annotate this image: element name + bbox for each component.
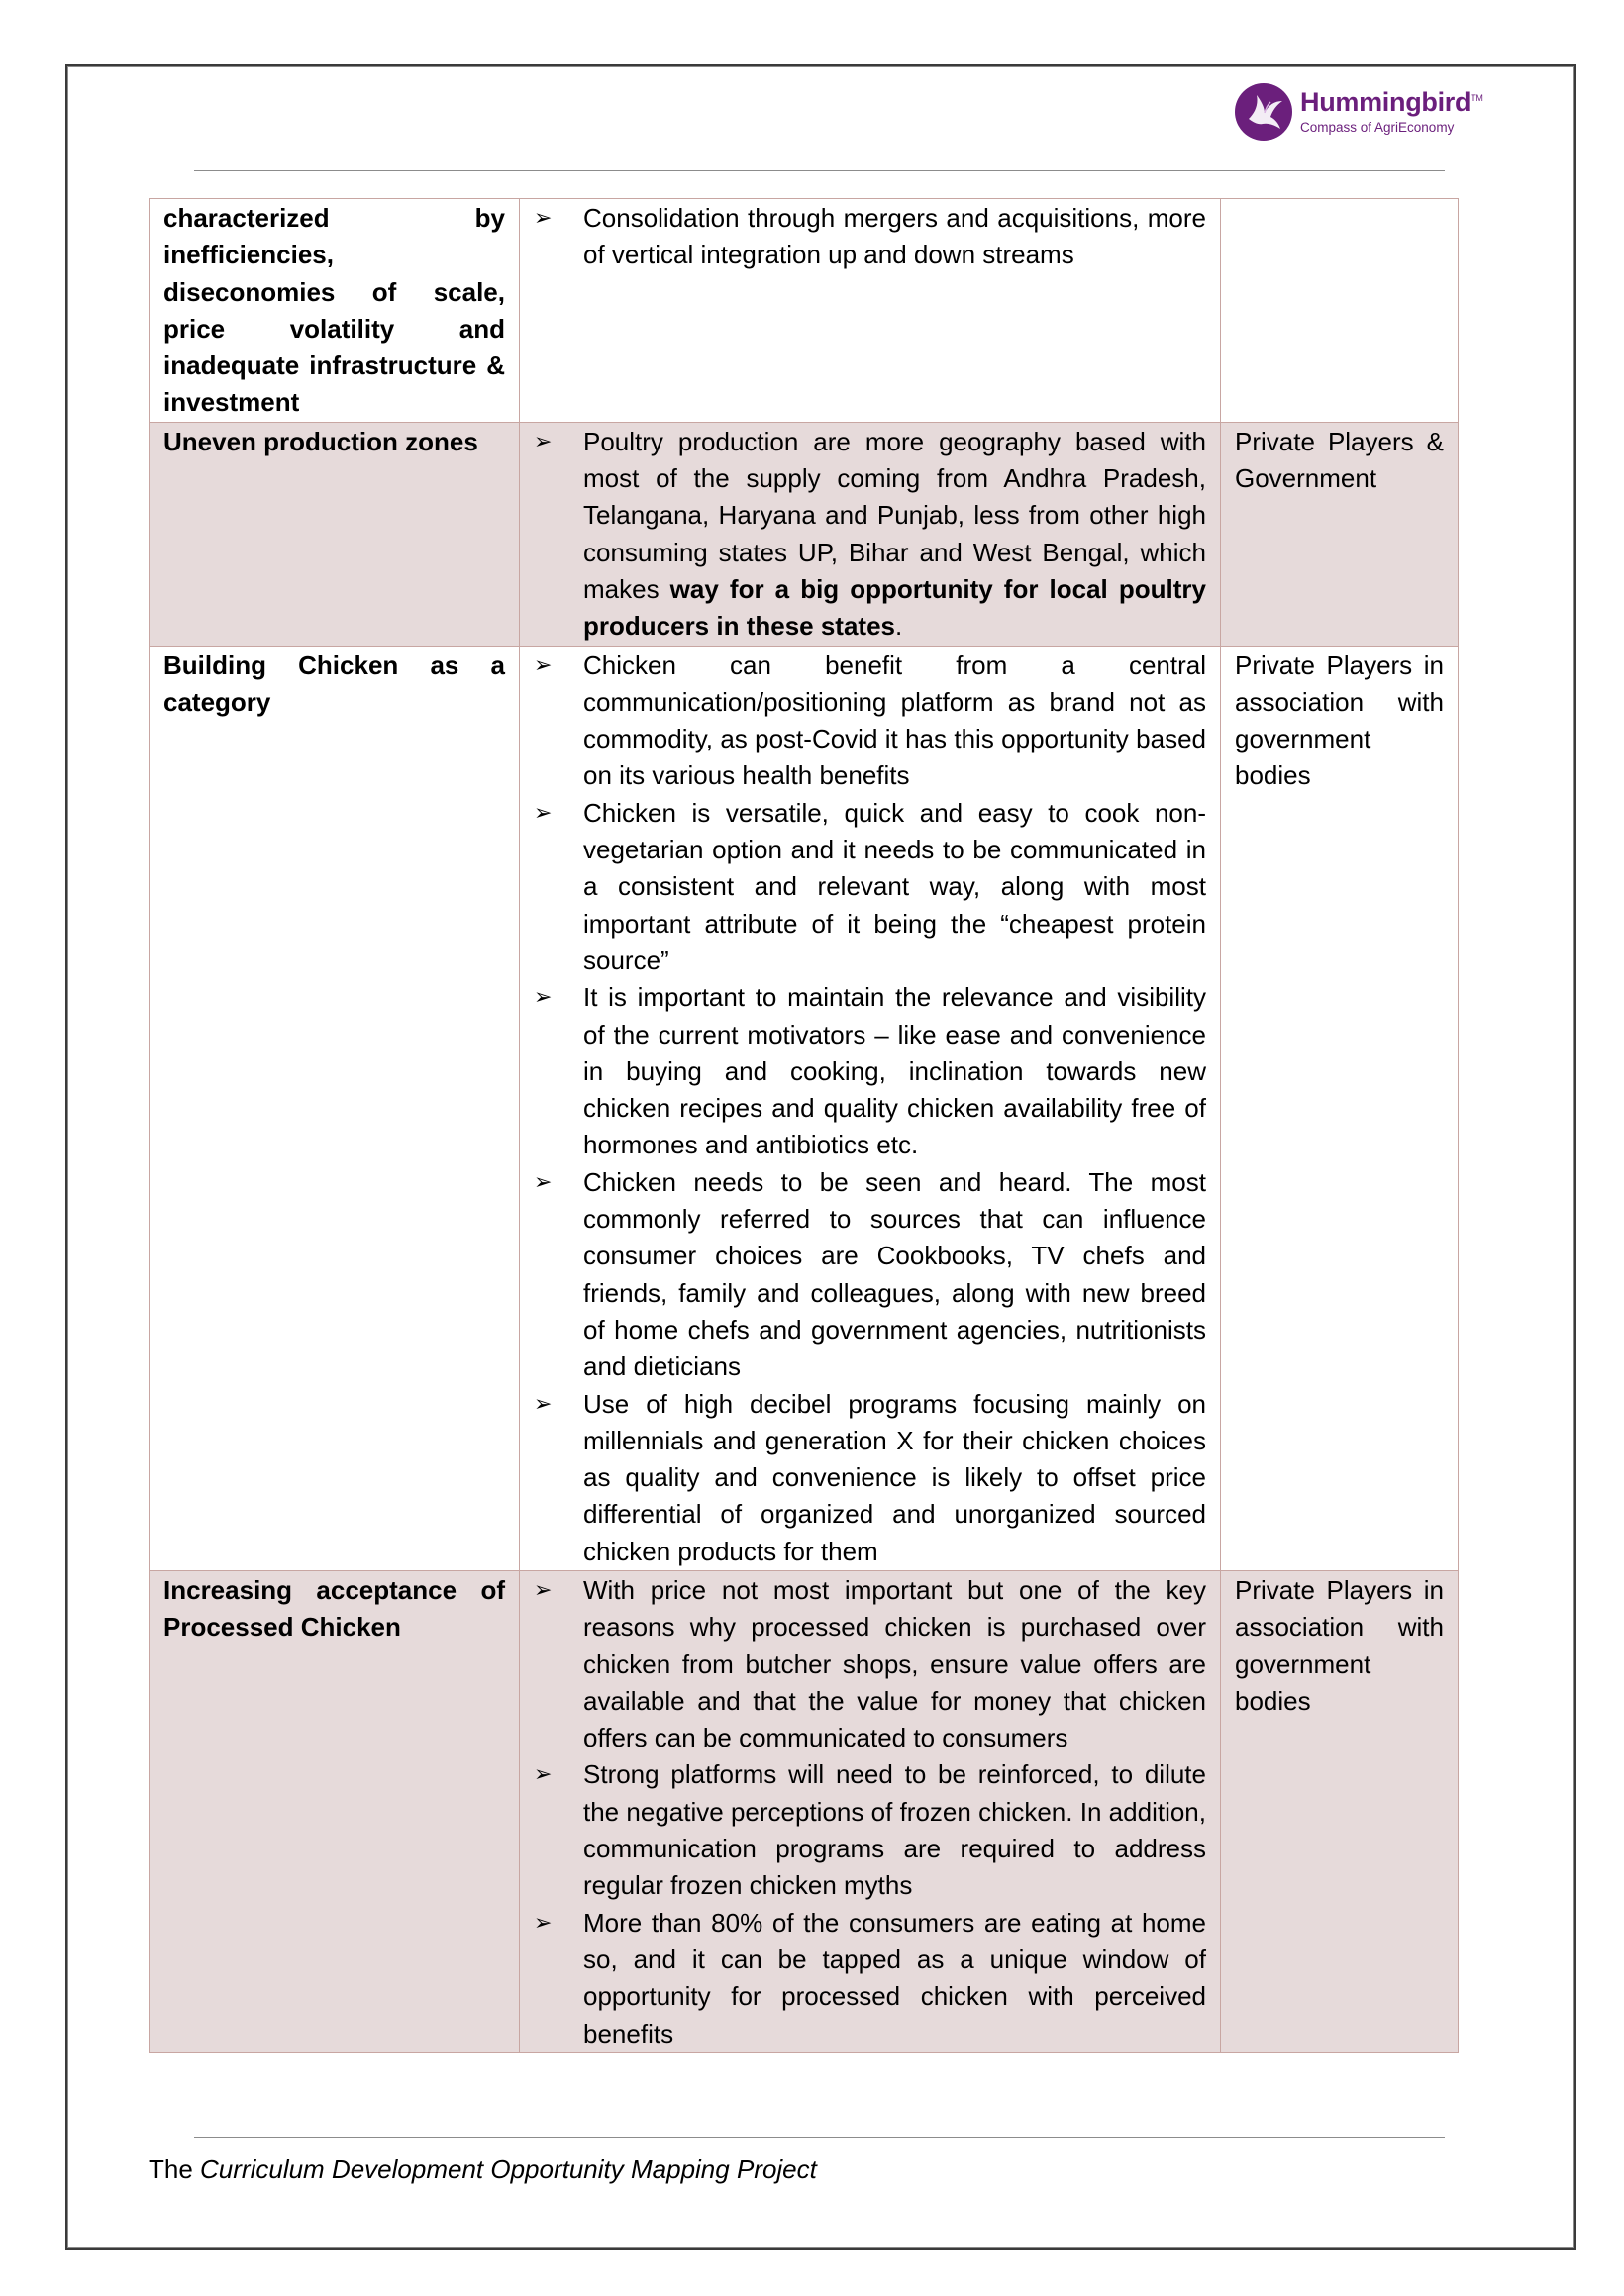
arrow-bullet-icon: ➢ [534,985,553,1011]
header-rule [194,170,1445,171]
list-item [534,1572,1206,1756]
responsibility-cell: Private Players & Government [1221,422,1459,646]
arrow-bullet-icon: ➢ [534,800,553,826]
list-item [534,1905,1206,2052]
arrow-bullet-icon: ➢ [534,1577,553,1603]
arrow-bullet-icon: ➢ [534,429,553,454]
table-row [150,646,1459,1570]
table-row [150,199,1459,423]
point-text: Chicken needs to be seen and heard. The most commonly referred to sources that can influence consumer choices are Cookbooks, TV chefs and friends, family and colleagues, along with new breed of home chefs and government agencies, nutritionists and dieticians [583,1166,1206,1382]
arrow-bullet-icon: ➢ [534,1391,553,1417]
issue-cell: characterized by inefficiencies, diseconomies of scale, price volatility and inadequate infrastructure & investment [150,199,520,423]
page-footer: The Curriculum Development Opportunity Mapping Project [149,2154,817,2184]
hummingbird-logo [1235,83,1483,147]
arrow-bullet-icon: ➢ [534,1169,553,1195]
point-text: It is important to maintain the relevance and visibility of the current motivators – like ease and convenience in buying and cooking, inclination towards new chicken recipes and quality chicken availability free of hormones and antibiotics etc. [583,982,1206,1160]
arrow-bullet-icon: ➢ [534,1762,553,1788]
responsibility-cell: Private Players in association with government bodies [1221,646,1459,1570]
action-points-list [534,648,1206,1570]
point-text: More than 80% of the consumers are eating at home so, and it can be tapped as a unique window of opportunity for processed chicken with perceived benefits [583,1907,1206,2048]
action-points-list [534,424,1206,646]
hummingbird-bird-icon [1235,83,1292,141]
footer-rule [194,2137,1445,2138]
issue-cell: Uneven production zones [150,422,520,646]
responsibility-cell: Private Players in association with government bodies [1221,1570,1459,2052]
action-points-cell [520,422,1221,646]
list-item [534,1386,1206,1570]
table-row [150,422,1459,646]
list-item [534,200,1206,274]
list-item [534,795,1206,979]
issue-cell: Increasing acceptance of Processed Chicken [150,1570,520,2052]
action-points-list [534,1572,1206,2052]
point-text: With price not most important but one of the key reasons why processed chicken is purchased over chicken from butcher shops, ensure value offers are available and that the value for money that chicken offers can be communicated to consumers [583,1574,1206,1753]
point-text: Use of high decibel programs focusing mainly on millennials and generation X for their chicken choices as quality and convenience is likely to offset price differential of organized and unorganized sourced chicken products for them [583,1388,1206,1566]
point-suffix: . [895,611,903,642]
point-text: Consolidation through mergers and acquisitions, more of vertical integration up and down streams [583,203,1206,270]
list-item [534,1164,1206,1386]
list-item [534,648,1206,795]
action-points-cell [520,1570,1221,2052]
arrow-bullet-icon: ➢ [534,652,553,678]
point-text: Poultry production are more geography based with most of the supply coming from Andhra Pradesh, Telangana, Haryana and Punjab, less from other high consuming states UP, Bihar and West Bengal, which makes [583,426,1206,604]
action-points-cell [520,646,1221,1570]
arrow-bullet-icon: ➢ [534,1910,553,1936]
point-text: Chicken is versatile, quick and easy to cook non-vegetarian option and it needs to be communicated in a consistent and relevant way, along with most important attribute of it being the “cheapest protein source” [583,797,1206,975]
action-points-list [534,200,1206,274]
strategy-table [149,198,1459,2053]
point-text: Chicken can benefit from a central communication/positioning platform as brand not as commodity, as post-Covid it has this opportunity based on its various health benefits [583,649,1206,791]
list-item [534,1756,1206,1904]
responsibility-cell [1221,199,1459,423]
issue-cell: Building Chicken as a category [150,646,520,1570]
action-points-cell [520,199,1221,423]
logo-wordmark: Hummingbird™ [1300,87,1483,117]
list-item [534,979,1206,1163]
logo-tagline: Compass of AgriEconomy [1300,120,1455,135]
table-row [150,1570,1459,2052]
point-emphasis: way for a big opportunity for local poultry producers in these states [583,573,1206,642]
footer-title: Curriculum Development Opportunity Mapping Project [200,2154,817,2184]
arrow-bullet-icon: ➢ [534,206,553,231]
point-text: Strong platforms will need to be reinforced, to dilute the negative perceptions of frozen chicken. In addition, communication programs are required to address regular frozen chicken myths [583,1759,1206,1901]
list-item [534,424,1206,646]
